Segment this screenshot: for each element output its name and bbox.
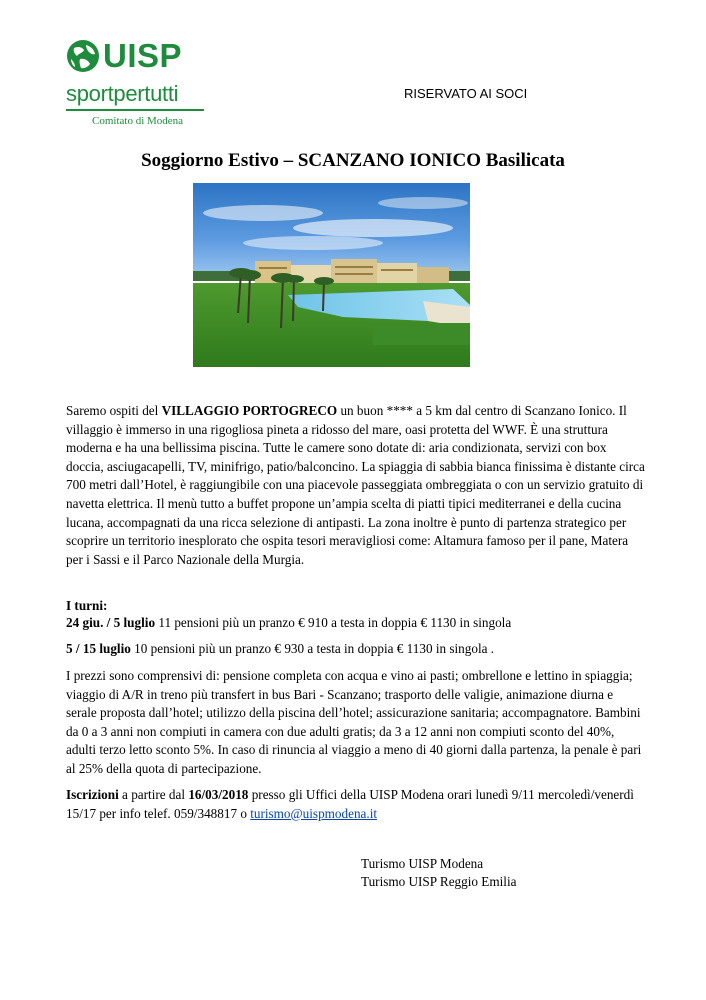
prices-paragraph: I prezzi sono comprensivi di: pensione completa con acqua e vino ai pasti; ombrellone e lettino in spiaggia; viaggio di A/R in treno più transfert in bus Bari - Scanzano; trasporto delle valigie, animazione diurna e serale proposta dall’hotel; utilizzo della piscina dell’hotel; assicurazione sanitaria; accompagnatore. Bambini da 0 a 3 anni non compiuti in camera con due adulti gratis; da 3 a 12 anni non compiuti sconto del 40%, adulti terzo letto sconto 5%. In caso di rinuncia al viaggio a meno di 40 giorni dalla partenza, la penale è pari al 25% della quota di partecipazione. bbox=[66, 668, 642, 776]
turno-dates: 24 giu. / 5 luglio bbox=[66, 615, 156, 630]
registration-paragraph bbox=[66, 786, 646, 823]
turno-details: 11 pensioni più un pranzo € 910 a testa in doppia € 1130 in singola bbox=[155, 615, 512, 630]
signature-line-1: Turismo UISP Modena bbox=[361, 856, 484, 871]
intro-after: un buon **** a 5 km dal centro di Scanzano Ionico. Il villaggio è immerso in una rigogliosa pineta a ridosso del mare, oasi protetta del WWF. È una struttura moderna e ha una bellissima piscina. Tutte le camere sono dotate di: aria condizionata, servizi con box doccia, asciugacapelli, TV, minifrigo, patio/balconcino. La spiaggia di sabbia bianca finissima è distante circa 700 metri dall’Hotel, è raggiungibile con una piacevole passeggiata ombreggiata o con un servizio gratuito di navetta elettrica. Il menù tutto a buffet propone un’ampia scelta di piatti tipici mediterranei e della cucina lucana, accompagnati da una ricca selezione di antipasti. La zona inoltre è punto di partenza strategico per scoprire un territorio inesplorato che ospita tesori meravigliosi come: Altamura famoso per il pane, Matera per i Sassi e il Parco Nazionale della Murgia. bbox=[66, 403, 645, 567]
registration-text-2: presso gli Uffici della UISP Modena orari lunedì 9/11 mercoledì/venerdì 15/17 per info telef. 059/348817 o bbox=[66, 787, 634, 821]
logo-committee: Comitato di Modena bbox=[92, 115, 184, 127]
registration-date: 16/03/2018 bbox=[188, 787, 249, 802]
registration-text-1: a partire dal bbox=[118, 787, 189, 802]
intro-before: Saremo ospiti del bbox=[66, 403, 162, 418]
logo-divider bbox=[66, 109, 204, 111]
turno-item bbox=[66, 614, 646, 633]
logo-tagline: sportpertutti bbox=[66, 81, 179, 106]
resort-pool-image bbox=[193, 183, 470, 367]
signature-line-2: Turismo UISP Reggio Emilia bbox=[361, 874, 517, 889]
turno-item bbox=[66, 640, 646, 659]
reserved-note: RISERVATO AI SOCI bbox=[404, 86, 528, 101]
uisp-logo bbox=[66, 38, 206, 128]
village-name: VILLAGGIO PORTOGRECO bbox=[161, 403, 338, 418]
email-link[interactable]: turismo@uispmodena.it bbox=[250, 805, 378, 821]
turno-dates: 5 / 15 luglio bbox=[66, 641, 131, 656]
registration-label: Iscrizioni bbox=[66, 787, 119, 802]
logo-uisp-text: UISP bbox=[103, 37, 183, 74]
resort-photo bbox=[193, 183, 470, 367]
turni-heading: I turni: bbox=[66, 598, 108, 613]
logo-top bbox=[66, 38, 206, 76]
intro-paragraph bbox=[66, 402, 646, 569]
page-title: Soggiorno Estivo – SCANZANO IONICO Basilicata bbox=[141, 150, 565, 171]
turno-details: 10 pensioni più un pranzo € 930 a testa in doppia € 1130 in singola . bbox=[130, 641, 495, 656]
globe-icon bbox=[66, 39, 100, 73]
